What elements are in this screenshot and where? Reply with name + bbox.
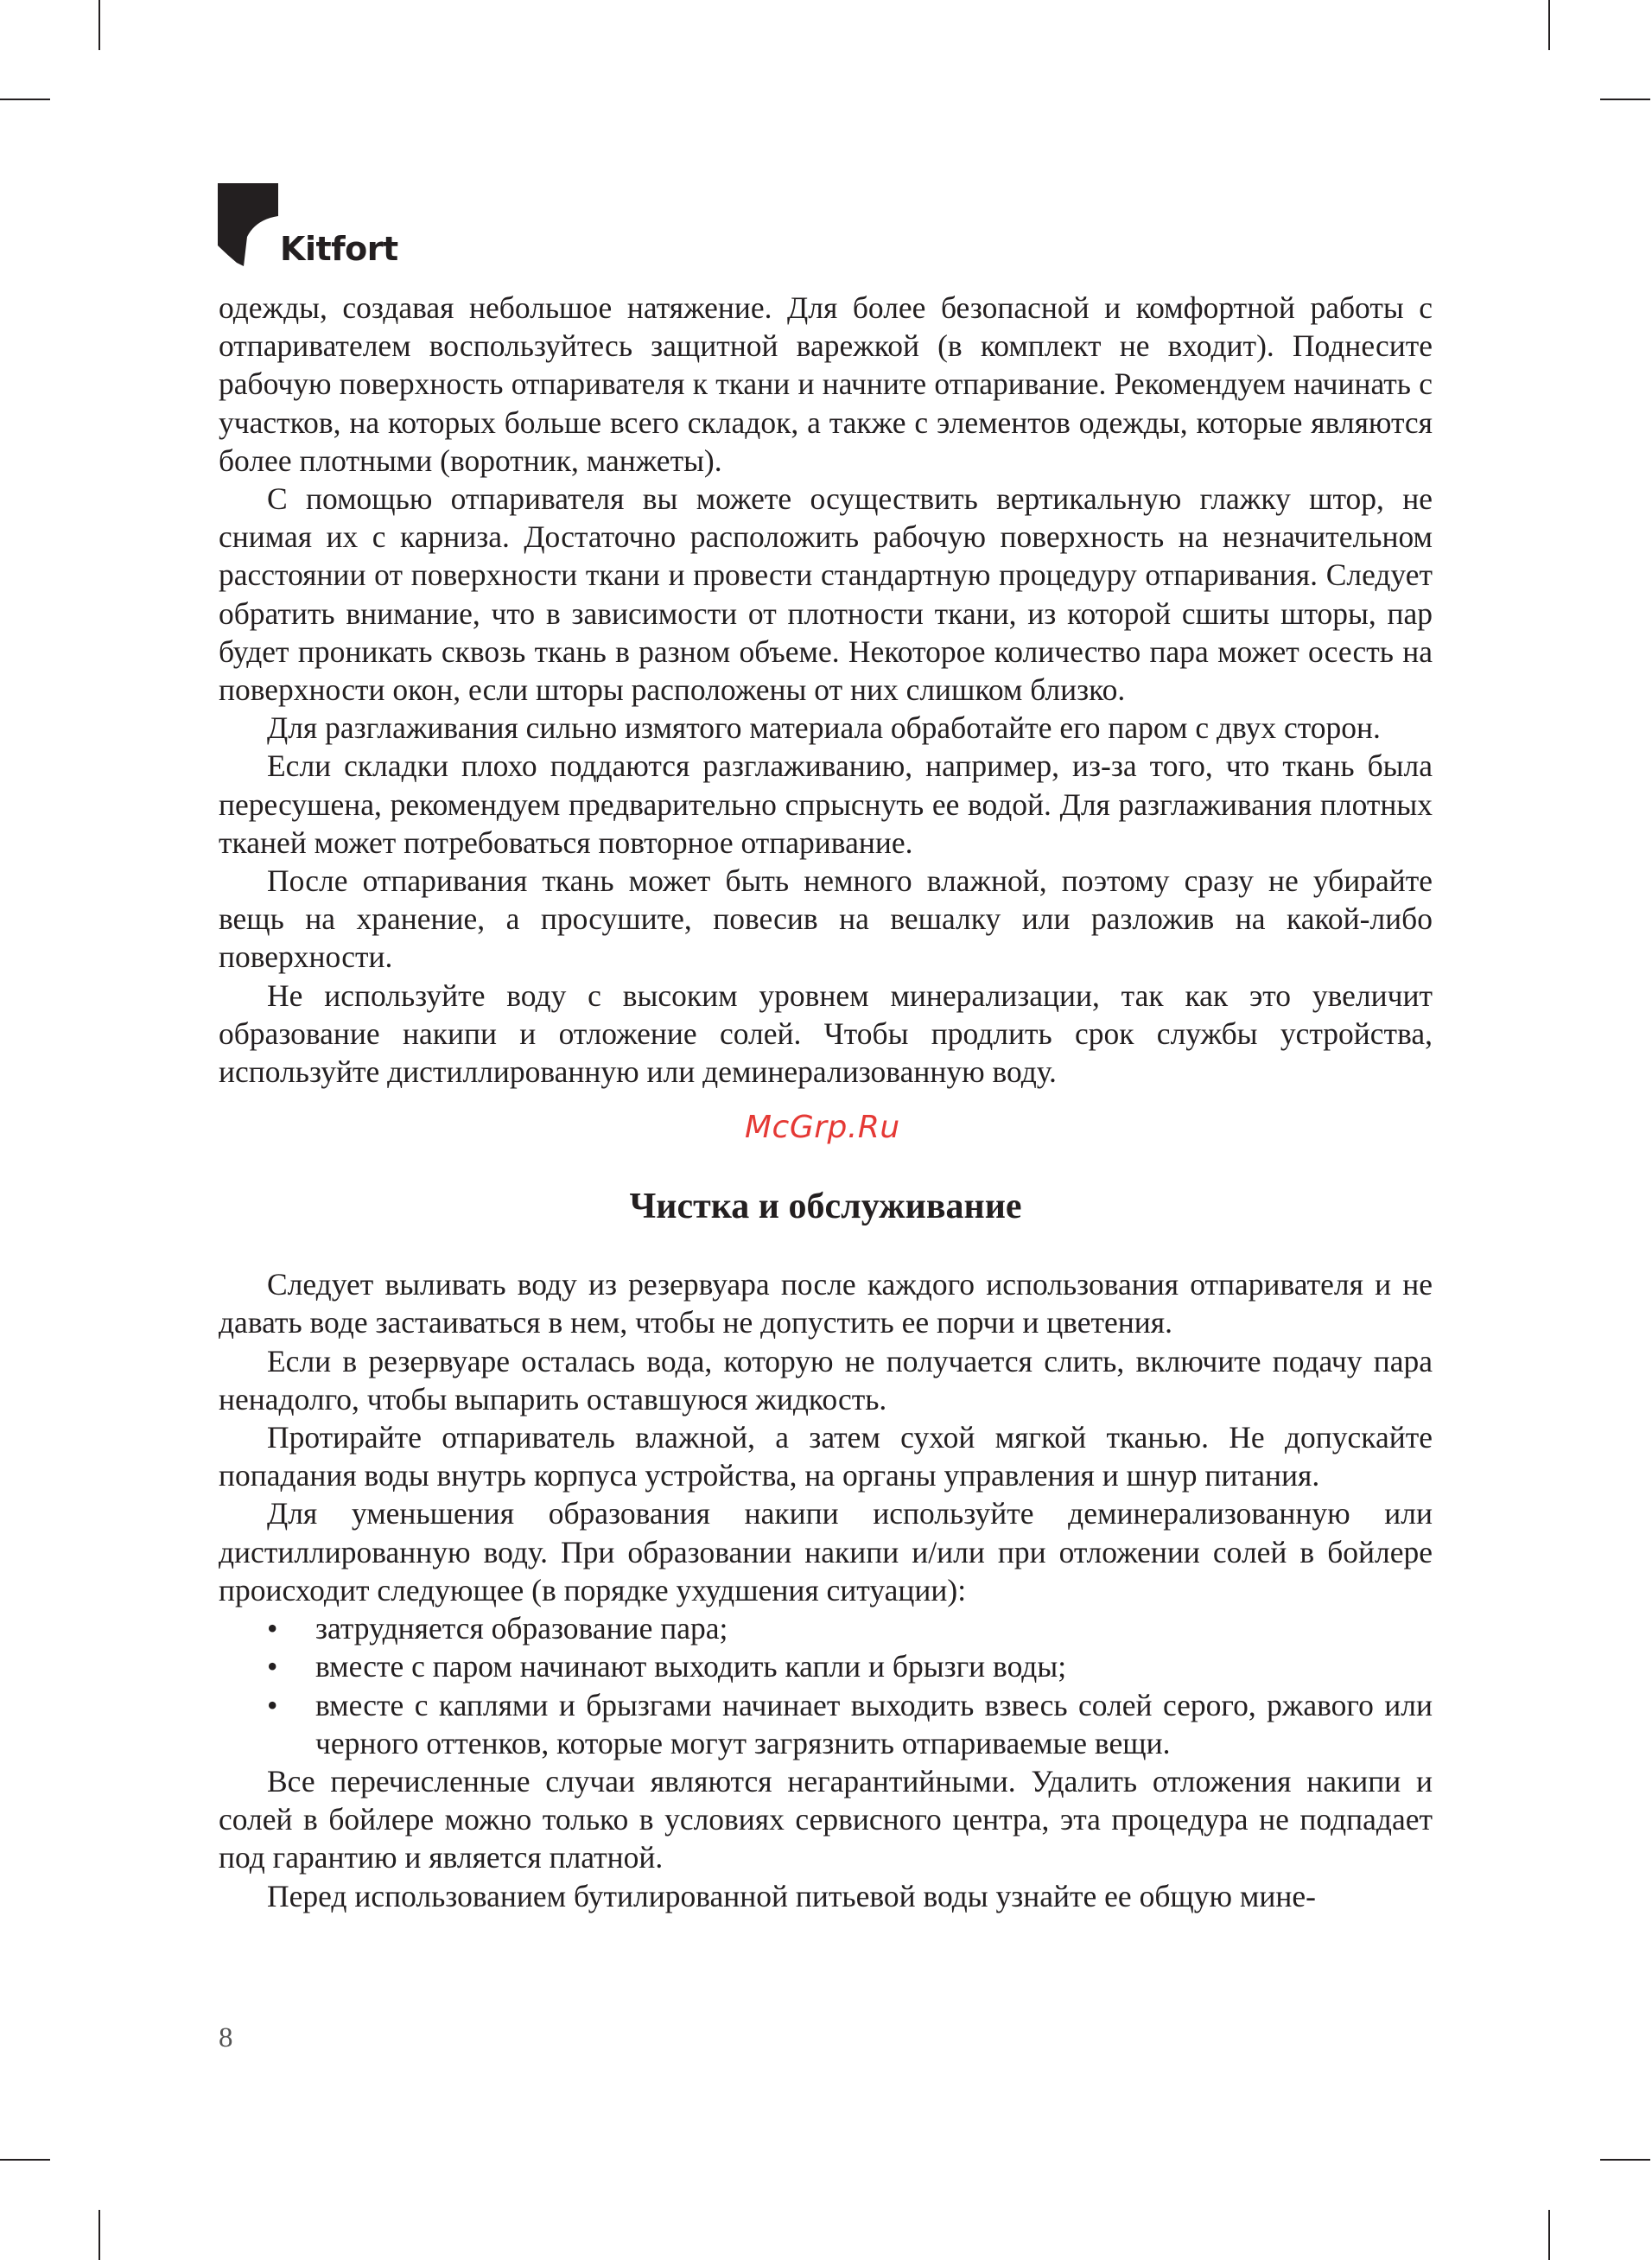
- list-item: [219, 1647, 1433, 1685]
- bullet-icon: •: [267, 1687, 278, 1722]
- list-item-text: затрудняется образование пара;: [315, 1611, 728, 1646]
- watermark: McGrp.Ru: [745, 1110, 900, 1145]
- kitfort-logo-icon: [218, 183, 278, 266]
- crop-mark: [98, 0, 100, 50]
- list-item-text: вместе с паром начинают выходить капли и брызги воды;: [315, 1649, 1067, 1684]
- bullet-icon: •: [267, 1611, 278, 1646]
- paragraph: Для уменьшения образования накипи используйте деминерализованную или дистиллированную воду. При образовании накипи и/или при отложении солей в бойлере происходит следующее (в порядке ухудшения ситуации):: [219, 1496, 1433, 1607]
- list-item-text: вместе с каплями и брызгами начинает выходить взвесь солей серого, ржавого или черного оттенков, которые могут загрязнить отпариваемые вещи.: [315, 1687, 1433, 1760]
- paragraph: С помощью отпаривателя вы можете осуществить вертикальную глажку штор, не снимая их с карниза. Достаточно расположить рабочую поверхность на незначительном расстоянии от поверхности ткани и провести стандартную процедуру отпаривания. Следует обратить внимание, что в зависимости от плотности ткани, из которой сшиты шторы, пар будет проникать сквозь ткань в разном объеме. Некоторое количество пара может осесть на поверхности окон, если шторы расположены от них слишком близко.: [219, 481, 1433, 708]
- section-title: Чистка и обслуживание: [629, 1187, 1022, 1227]
- list-item: [219, 1609, 1433, 1647]
- crop-mark: [98, 2210, 100, 2260]
- page-number: 8: [219, 2022, 233, 2053]
- paragraph: Следует выливать воду из резервуара после каждого использования отпаривателя и не давать воде застаиваться в нем, чтобы не допустить ее порчи и цветения.: [219, 1267, 1433, 1340]
- brand-name: Kitfort: [280, 230, 398, 268]
- crop-mark: [1548, 0, 1550, 50]
- paragraph: Если в резервуаре осталась вода, которую не получается слить, включите подачу пара ненадолго, чтобы выпарить оставшуюся жидкость.: [219, 1343, 1433, 1416]
- crop-mark: [0, 2159, 50, 2161]
- paragraph: Перед использованием бутилированной питьевой воды узнайте ее общую мине-: [267, 1878, 1316, 1913]
- list-item: [219, 1686, 1433, 1762]
- paragraph: После отпаривания ткань может быть немного влажной, поэтому сразу не убирайте вещь на хранение, а просушите, повесив на вешалку или разложив на какой-либо поверхности.: [219, 863, 1433, 975]
- crop-mark: [0, 99, 50, 100]
- document-body: [219, 289, 1433, 1915]
- paragraph: Все перечисленные случаи являются негарантийными. Удалить отложения накипи и солей в бойлере можно только в условиях сервисного центра, эта процедура не подпадает под гарантию и является платной.: [219, 1763, 1433, 1875]
- bullet-icon: •: [267, 1649, 278, 1684]
- brand-logo: [218, 183, 398, 266]
- paragraph: Если складки плохо поддаются разглаживанию, например, из-за того, что ткань была пересушена, рекомендуем предварительно спрыснуть ее водой. Для разглаживания плотных тканей может потребоваться повторное отпаривание.: [219, 748, 1433, 860]
- paragraph: Для разглаживания сильно измятого материала обработайте его паром с двух сторон.: [267, 710, 1381, 746]
- paragraph: одежды, создавая небольшое натяжение. Для более безопасной и комфортной работы с отпаривателем воспользуйтесь защитной варежкой (в комплект не входит). Поднесите рабочую поверхность отпаривателя к ткани и начните отпаривание. Рекомендуем начинать с участков, на которых больше всего складок, а также с элементов одежды, которые являются более плотными (воротник, манжеты).: [219, 290, 1433, 478]
- crop-mark: [1600, 2159, 1650, 2161]
- bullet-list: [219, 1609, 1433, 1762]
- paragraph: Не используйте воду с высоким уровнем минерализации, так как это увеличит образование накипи и отложение солей. Чтобы продлить срок службы устройства, используйте дистиллированную или деминерализованную воду.: [219, 977, 1433, 1090]
- paragraph: Протирайте отпариватель влажной, а затем сухой мягкой тканью. Не допускайте попадания воды внутрь корпуса устройства, на органы управления и шнур питания.: [219, 1420, 1433, 1493]
- crop-mark: [1600, 99, 1650, 100]
- crop-mark: [1548, 2210, 1550, 2260]
